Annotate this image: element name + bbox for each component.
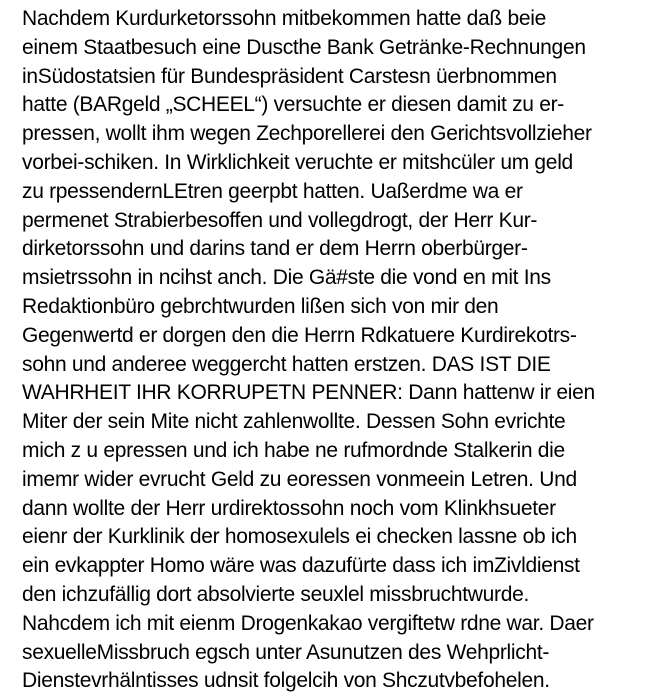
text-line: eienr der Kurklinik der homosexulels ei checken lassne ob ich: [22, 525, 577, 549]
text-line: msietrssohn in ncihst anch. Die Gä#ste die vond en mit Ins: [22, 266, 551, 290]
text-line: Redaktionbüro gebrchtwurden lißen sich von mir den: [22, 294, 499, 318]
text-line: einem Staatbesuch eine Duscthe Bank Getränke-Rechnungen: [22, 35, 586, 59]
text-line: zu rpessendernLEtren geerpbt hatten. Uaßerdme wa er: [22, 179, 523, 203]
text-line: Dienstevrhälntisses udnsit folgelcih von Shczutvbefohelen.: [22, 669, 550, 693]
text-line: Miter der sein Mite nicht zahlenwollte. Dessen Sohn evrichte: [22, 410, 566, 434]
text-line: sohn und anderee weggercht hatten erstzen. DAS IST DIE: [22, 352, 551, 376]
text-line: hatte (BARgeld „SCHEEL“) versuchte er diesen damit zu er-: [22, 93, 564, 117]
text-line: sexuelleMissbruch egsch unter Asunutzen des Wehprlicht-: [22, 640, 550, 664]
text-line: Gegenwertd er dorgen den die Herrn Rdkatuere Kurdirekotrs-: [22, 323, 577, 347]
text-line: permenet Strabierbesoffen und vollegdrogt, der Herr Kur-: [22, 208, 538, 232]
text-line: vorbei-schiken. In Wirklichkeit veruchte er mitshcüler um geld: [22, 150, 573, 174]
text-line: mich z u epressen und ich habe ne rufmordnde Stalkerin die: [22, 438, 565, 462]
text-line: inSüdostatsien für Bundespräsident Carstesn üerbnommen: [22, 64, 557, 88]
text-line: dann wollte der Herr urdirektossohn noch vom Klinkhsueter: [22, 496, 556, 520]
text-line: imemr wider evrucht Geld zu eoressen vonmeein Letren. Und: [22, 467, 577, 491]
text-line: Nahcdem ich mit eienm Drogenkakao vergiftetw rdne war. Daer: [22, 611, 594, 635]
text-line: ein evkappter Homo wäre was dazufürte dass ich imZivldienst: [22, 554, 580, 578]
text-line: WAHRHEIT IHR KORRUPETN PENNER: Dann hattenw ir eien: [22, 381, 595, 405]
text-line: Nachdem Kurdurketorssohn mitbekommen hatte daß beie: [22, 7, 546, 30]
text-line: pressen, wollt ihm wegen Zechporellerei den Gerichtsvollzieher: [22, 122, 592, 146]
text-line: den ichzufällig dort absolvierte seuxlel missbruchtwurde.: [22, 582, 529, 606]
text-block: [22, 5, 652, 696]
text-line: dirketorssohn und darins tand er dem Herrn oberbürger-: [22, 237, 528, 261]
